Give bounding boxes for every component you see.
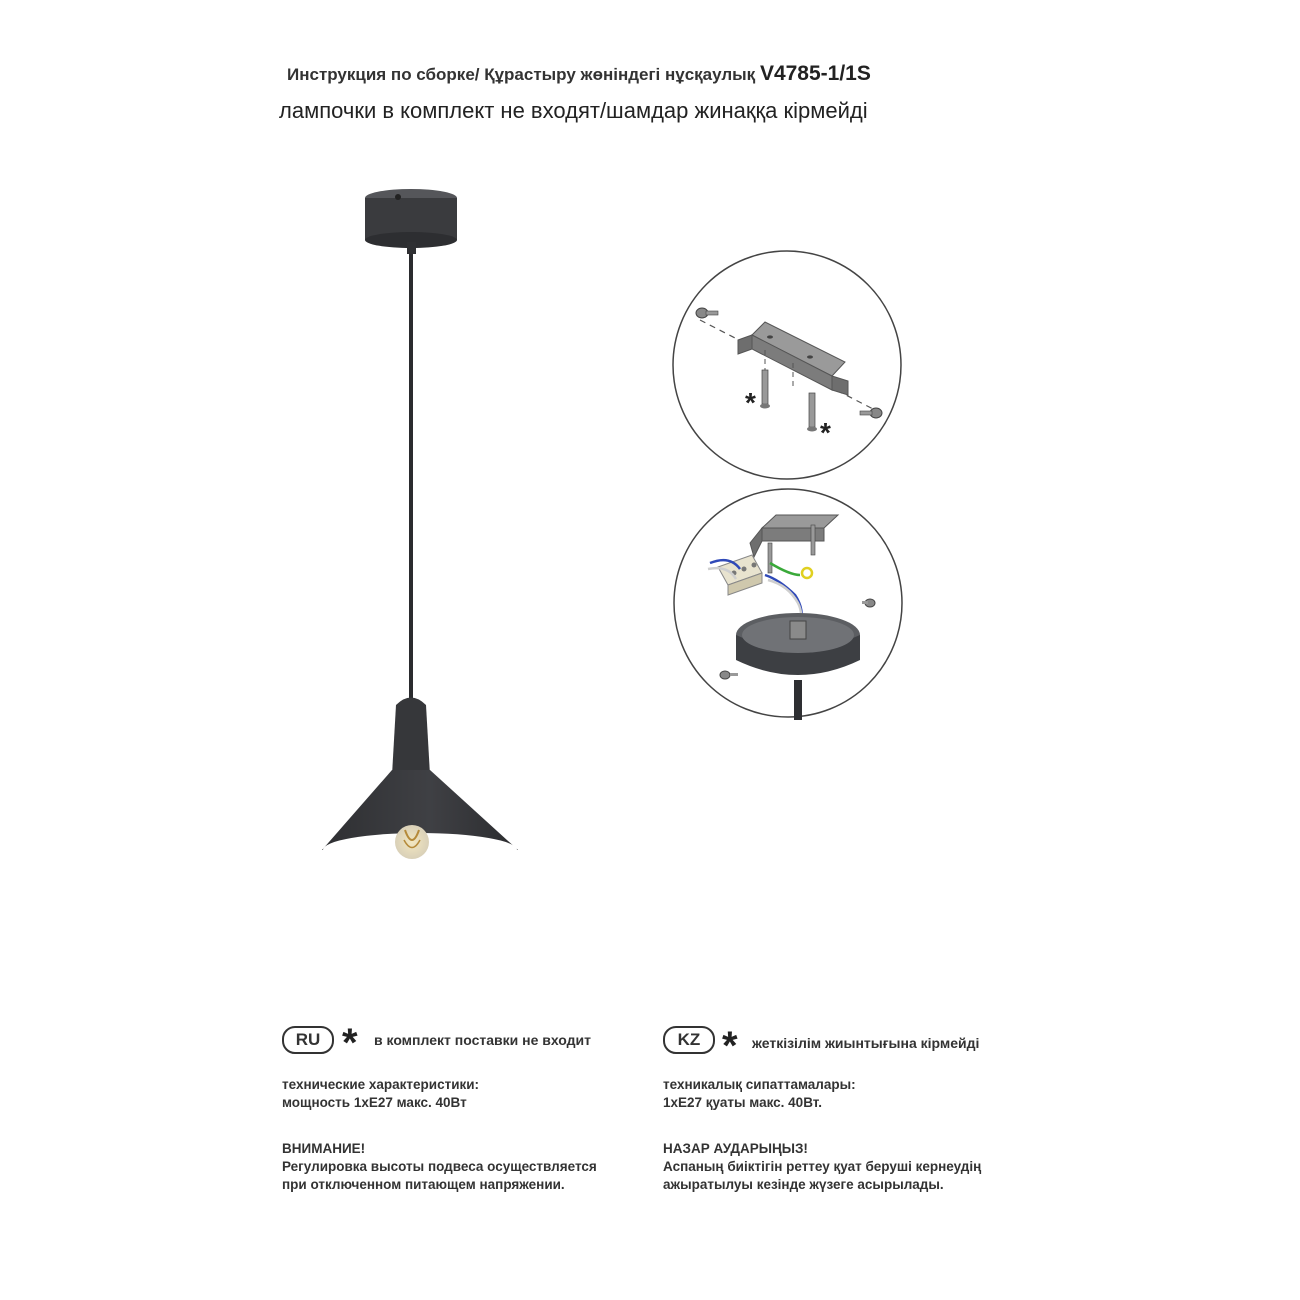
ru-warning-line2: при отключенном питающем напряжении. — [282, 1177, 565, 1192]
pendant-lamp-illustration — [300, 180, 540, 880]
ru-warning — [282, 1140, 597, 1194]
model-number: V4785-1/1S — [759, 62, 871, 85]
ru-specs-title: технические характеристики: — [282, 1077, 480, 1092]
ru-asterisk: * — [342, 1021, 358, 1065]
kz-warning-line2: ажыратылуы кезінде жүзеге асырылады. — [663, 1177, 944, 1192]
ru-not-included: в комплект поставки не входит — [374, 1032, 591, 1048]
ru-warning-title: ВНИМАНИЕ! — [282, 1141, 366, 1156]
kz-warning-title: НАЗАР АУДАРЫҢЫЗ! — [663, 1141, 808, 1156]
mark-left-asterisk: * — [745, 387, 756, 418]
mark-right-asterisk: * — [820, 417, 831, 448]
ru-warning-line1: Регулировка высоты подвеса осуществляется — [282, 1159, 597, 1174]
cord-grip — [407, 242, 416, 254]
ru-specs — [282, 1076, 479, 1112]
kz-not-included: жеткізілім жиынтығына кірмейді — [752, 1035, 980, 1051]
screw — [811, 525, 815, 555]
instruction-title — [287, 62, 871, 86]
kz-specs — [663, 1076, 856, 1112]
kz-specs-title: техникалық сипаттамалары: — [663, 1077, 856, 1092]
wiring-detail — [670, 485, 910, 725]
ru-badge: RU — [282, 1026, 334, 1054]
suspension-cord — [409, 254, 413, 699]
ru-specs-value: мощность 1хЕ27 макс. 40Вт — [282, 1095, 467, 1110]
bulb — [395, 825, 429, 859]
kz-specs-value: 1хЕ27 қуаты макс. 40Вт. — [663, 1095, 822, 1110]
title-prefix: Инструкция по сборке/ Құрастыру жөніндегі нұсқаулық — [287, 65, 756, 84]
shade-neck — [392, 698, 430, 776]
bulbs-note: лампочки в комплект не входят/шамдар жинаққа кірмейді — [279, 98, 868, 123]
ceiling-canopy — [365, 189, 457, 248]
kz-asterisk: * — [722, 1024, 738, 1068]
mounting-bracket-detail — [670, 250, 910, 490]
screw — [768, 543, 772, 573]
kz-warning — [663, 1140, 981, 1194]
kz-badge: KZ — [663, 1026, 715, 1054]
kz-warning-line1: Аспаның биіктігін реттеу қуат беруші кернеудің — [663, 1159, 982, 1174]
